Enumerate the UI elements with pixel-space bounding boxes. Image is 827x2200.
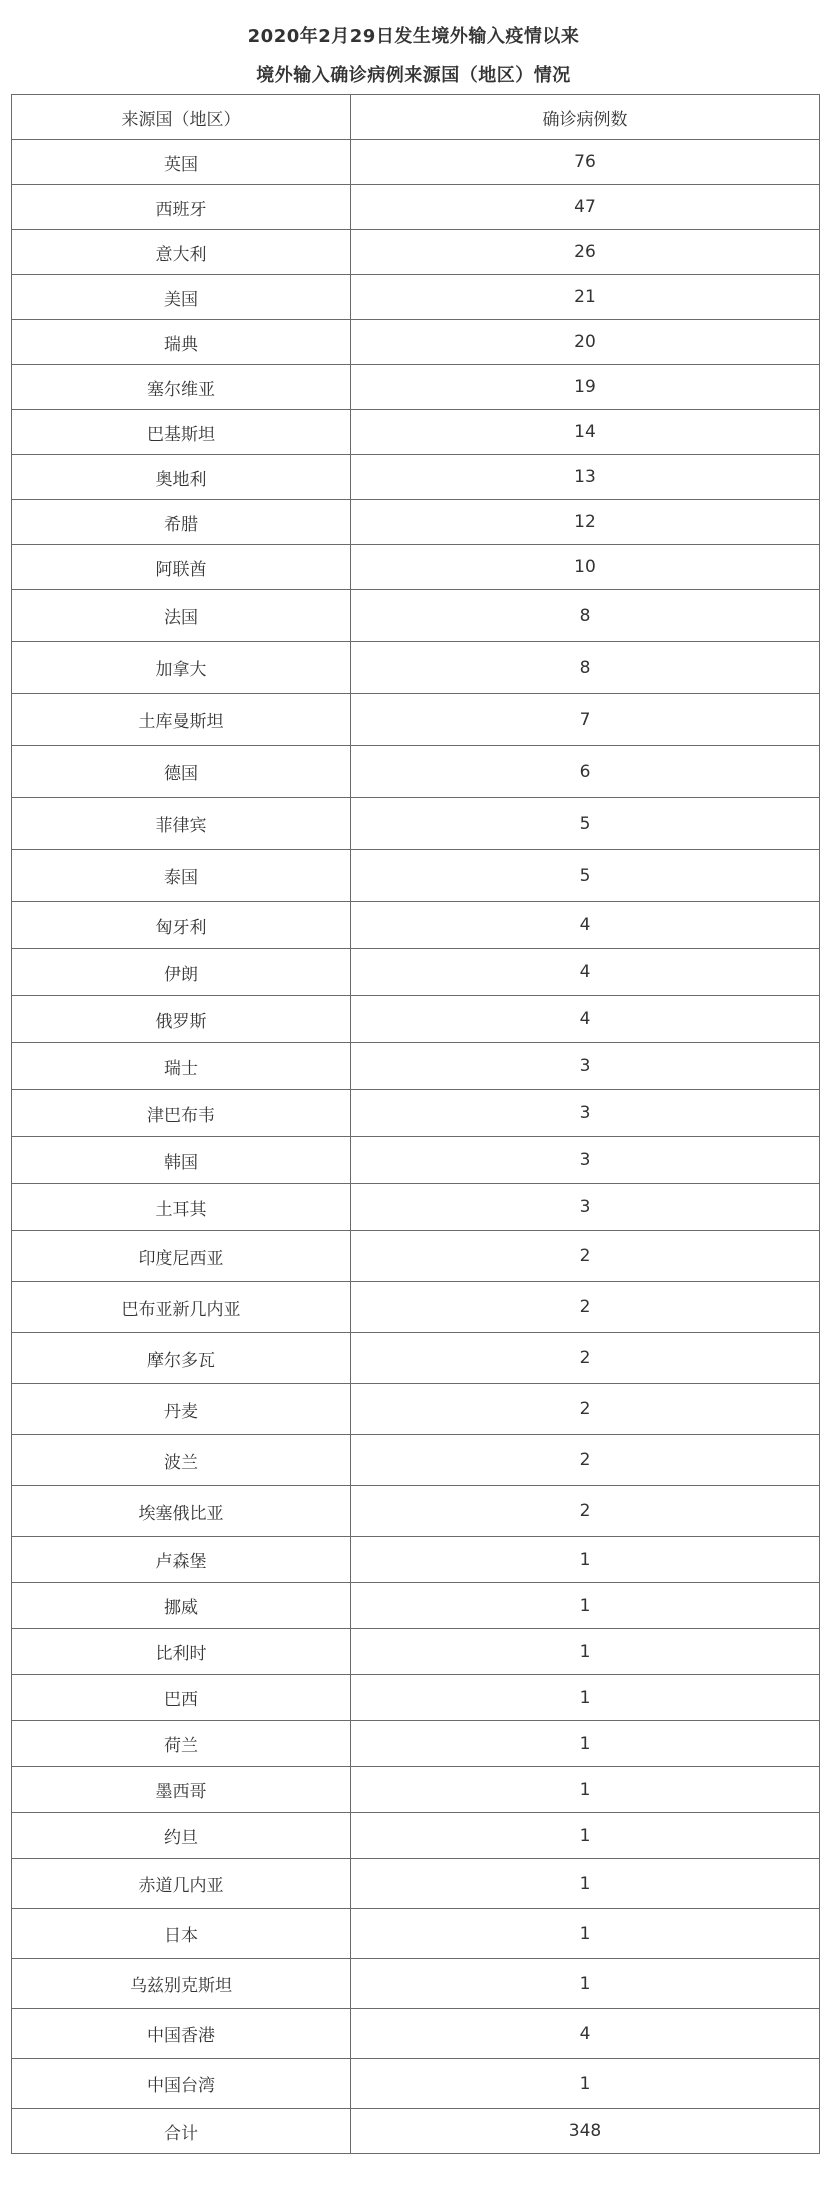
country-cell: 比利时 — [12, 1629, 351, 1675]
cases-cell: 2 — [351, 1435, 820, 1486]
table-row — [12, 2059, 820, 2109]
cases-cell: 2 — [351, 1333, 820, 1384]
cases-cell: 3 — [351, 1184, 820, 1231]
table-row — [12, 455, 820, 500]
table-row — [12, 746, 820, 798]
table-row — [12, 996, 820, 1043]
cases-cell: 19 — [351, 365, 820, 410]
table-row — [12, 902, 820, 949]
table-row — [12, 1282, 820, 1333]
country-cell: 加拿大 — [12, 642, 351, 694]
table-total-row — [12, 2109, 820, 2154]
table-row — [12, 1675, 820, 1721]
cases-cell: 4 — [351, 902, 820, 949]
table-row — [12, 1767, 820, 1813]
cases-cell: 10 — [351, 545, 820, 590]
table-row — [12, 1043, 820, 1090]
cases-cell: 1 — [351, 1959, 820, 2009]
table-row — [12, 365, 820, 410]
table-row — [12, 320, 820, 365]
country-cell: 泰国 — [12, 850, 351, 902]
cases-cell: 5 — [351, 850, 820, 902]
page-title-line-2: 境外输入确诊病例来源国（地区）情况 — [256, 65, 571, 86]
table-row — [12, 949, 820, 996]
cases-cell: 3 — [351, 1090, 820, 1137]
table-row — [12, 1486, 820, 1537]
table-row — [12, 590, 820, 642]
country-cell: 韩国 — [12, 1137, 351, 1184]
table-row — [12, 1583, 820, 1629]
cases-cell: 1 — [351, 1813, 820, 1859]
table-row — [12, 185, 820, 230]
country-cell: 荷兰 — [12, 1721, 351, 1767]
cases-cell: 1 — [351, 1859, 820, 1909]
country-cell: 法国 — [12, 590, 351, 642]
table-row — [12, 275, 820, 320]
country-cell: 匈牙利 — [12, 902, 351, 949]
table-row — [12, 1909, 820, 1959]
country-cell: 埃塞俄比亚 — [12, 1486, 351, 1537]
cases-cell: 2 — [351, 1231, 820, 1282]
table-header-row — [12, 95, 820, 140]
country-cell: 奥地利 — [12, 455, 351, 500]
cases-cell: 12 — [351, 500, 820, 545]
table-row — [12, 1859, 820, 1909]
table-row — [12, 1090, 820, 1137]
country-cell: 伊朗 — [12, 949, 351, 996]
country-cell: 巴西 — [12, 1675, 351, 1721]
table-row — [12, 1959, 820, 2009]
table-row — [12, 1721, 820, 1767]
table-row — [12, 1384, 820, 1435]
country-cell: 巴布亚新几内亚 — [12, 1282, 351, 1333]
table-row — [12, 230, 820, 275]
cases-cell: 13 — [351, 455, 820, 500]
cases-cell: 6 — [351, 746, 820, 798]
cases-cell: 2 — [351, 1282, 820, 1333]
country-cell: 俄罗斯 — [12, 996, 351, 1043]
table-row — [12, 545, 820, 590]
country-cell: 津巴布韦 — [12, 1090, 351, 1137]
cases-cell: 8 — [351, 590, 820, 642]
table-row — [12, 410, 820, 455]
table-row — [12, 1629, 820, 1675]
cases-cell: 4 — [351, 2009, 820, 2059]
country-cell: 西班牙 — [12, 185, 351, 230]
cases-cell: 3 — [351, 1043, 820, 1090]
cases-cell: 1 — [351, 1767, 820, 1813]
cases-cell: 5 — [351, 798, 820, 850]
table-row — [12, 140, 820, 185]
cases-cell: 20 — [351, 320, 820, 365]
table-row — [12, 1231, 820, 1282]
header-country: 来源国（地区） — [12, 95, 351, 140]
country-cell: 塞尔维亚 — [12, 365, 351, 410]
country-cell: 赤道几内亚 — [12, 1859, 351, 1909]
cases-cell: 1 — [351, 1675, 820, 1721]
country-cell: 意大利 — [12, 230, 351, 275]
cases-cell: 1 — [351, 1583, 820, 1629]
table-row — [12, 2009, 820, 2059]
cases-cell: 1 — [351, 1629, 820, 1675]
country-cell: 墨西哥 — [12, 1767, 351, 1813]
cases-cell: 8 — [351, 642, 820, 694]
country-cell: 德国 — [12, 746, 351, 798]
country-cell: 希腊 — [12, 500, 351, 545]
country-cell: 菲律宾 — [12, 798, 351, 850]
cases-cell: 4 — [351, 996, 820, 1043]
table-row — [12, 500, 820, 545]
country-cell: 挪威 — [12, 1583, 351, 1629]
header-cases: 确诊病例数 — [351, 95, 820, 140]
country-cell: 美国 — [12, 275, 351, 320]
country-cell: 巴基斯坦 — [12, 410, 351, 455]
cases-cell: 7 — [351, 694, 820, 746]
cases-cell: 1 — [351, 1721, 820, 1767]
country-cell: 英国 — [12, 140, 351, 185]
table-row — [12, 1137, 820, 1184]
cases-cell: 3 — [351, 1137, 820, 1184]
country-cell: 中国台湾 — [12, 2059, 351, 2109]
table-row — [12, 850, 820, 902]
country-cell: 瑞典 — [12, 320, 351, 365]
cases-cell: 47 — [351, 185, 820, 230]
cases-cell: 26 — [351, 230, 820, 275]
country-cell: 波兰 — [12, 1435, 351, 1486]
country-cell: 乌兹别克斯坦 — [12, 1959, 351, 2009]
table-row — [12, 1537, 820, 1583]
cases-cell: 1 — [351, 2059, 820, 2109]
cases-cell: 14 — [351, 410, 820, 455]
country-cell: 中国香港 — [12, 2009, 351, 2059]
table-row — [12, 642, 820, 694]
cases-cell: 4 — [351, 949, 820, 996]
cases-cell: 1 — [351, 1909, 820, 1959]
cases-table — [11, 94, 820, 2154]
country-cell: 瑞士 — [12, 1043, 351, 1090]
cases-cell: 76 — [351, 140, 820, 185]
country-cell: 阿联酋 — [12, 545, 351, 590]
total-value: 348 — [351, 2109, 820, 2154]
country-cell: 土库曼斯坦 — [12, 694, 351, 746]
cases-cell: 1 — [351, 1537, 820, 1583]
cases-cell: 2 — [351, 1384, 820, 1435]
country-cell: 约旦 — [12, 1813, 351, 1859]
table-row — [12, 1184, 820, 1231]
country-cell: 印度尼西亚 — [12, 1231, 351, 1282]
page-title-line-1: 2020年2月29日发生境外输入疫情以来 — [247, 26, 580, 47]
table-row — [12, 1435, 820, 1486]
table-row — [12, 1813, 820, 1859]
total-label: 合计 — [12, 2109, 351, 2154]
table-body — [12, 140, 820, 2154]
table-row — [12, 798, 820, 850]
country-cell: 卢森堡 — [12, 1537, 351, 1583]
country-cell: 日本 — [12, 1909, 351, 1959]
country-cell: 摩尔多瓦 — [12, 1333, 351, 1384]
country-cell: 土耳其 — [12, 1184, 351, 1231]
table-row — [12, 694, 820, 746]
table-row — [12, 1333, 820, 1384]
cases-cell: 2 — [351, 1486, 820, 1537]
cases-cell: 21 — [351, 275, 820, 320]
country-cell: 丹麦 — [12, 1384, 351, 1435]
